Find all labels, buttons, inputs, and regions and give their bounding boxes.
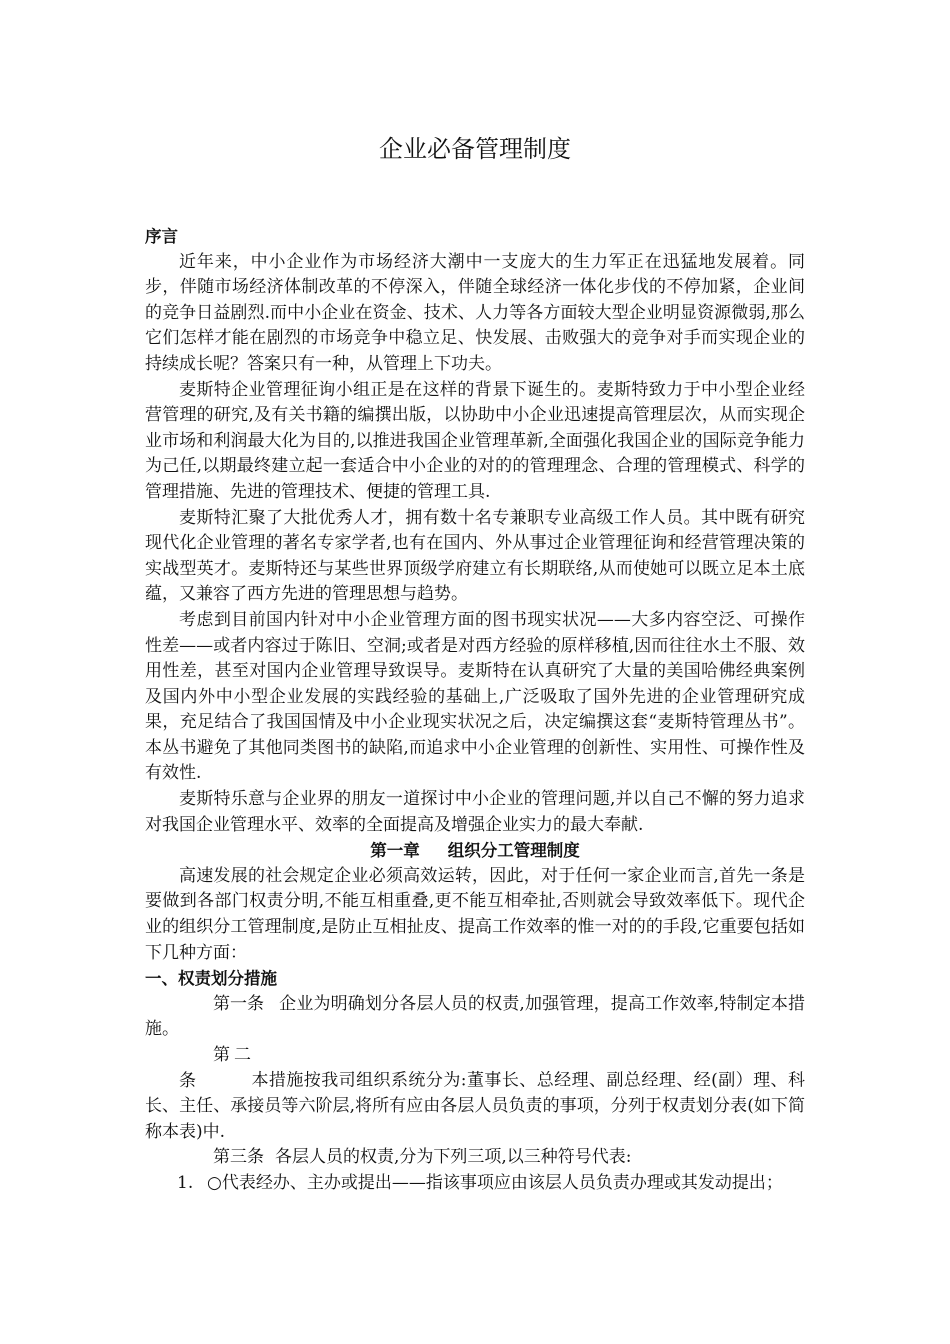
preface-paragraph-3: 麦斯特汇聚了大批优秀人才，拥有数十名专兼职专业高级工作人员。其中既有研究现代化企业管理的著名专家学者,也有在国内、外从事过企业管理征询和经营管理决策的实战型英才。麦斯特还与某些世界顶级学府建立有长期联络,从而使她可以既立足本土底蕴，又兼容了西方先进的管理思想与趋势。 xyxy=(145,507,805,605)
list-item-number: 1. xyxy=(177,1172,194,1193)
article-text: 各层人员的权责,分为下列三项,以三种符号代表: xyxy=(275,1147,632,1168)
chapter-name: 组织分工管理制度 xyxy=(447,841,580,861)
preface-paragraph-2: 麦斯特企业管理征询小组正是在这样的背景下诞生的。麦斯特致力于中小型企业经营管理的研究,及有关书籍的编撰出版，以协助中小企业迅速提高管理层次，从而实现企业市场和利润最大化为目的,以推进我国企业管理革新,全面强化我国企业的国际竞争能力为己任,以期最终建立起一套适合中小企业的对的的管理理念、合理的管理模式、科学的管理措施、先进的管理技术、便捷的管理工具. xyxy=(145,379,805,502)
chapter-number: 第一章 xyxy=(370,841,420,861)
preface-heading: 序言 xyxy=(145,227,178,246)
document-body xyxy=(145,224,805,1197)
preface-paragraph-4: 考虑到目前国内针对中小企业管理方面的图书现实状况——大多内容空泛、可操作性差——或者内容过于陈旧、空洞;或者是对西方经验的原样移植,因而往往水土不服、效用性差，甚至对国内企业管理导致误导。麦斯特在认真研究了大量的美国哈佛经典案例及国内外中小型企业发展的实践经验的基础上,广泛吸取了国外先进的企业管理研究成果，充足结合了我国国情及中小企业现实状况之后，决定编撰这套“麦斯特管理丛书”。本丛书避免了其他同类图书的缺陷,而追求中小企业管理的创新性、实用性、可操作性及有效性. xyxy=(145,609,805,784)
preface-paragraph-1: 近年来，中小企业作为市场经济大潮中一支庞大的生力军正在迅猛地发展着。同步，伴随市场经济体制改革的不停深入，伴随全球经济一体化步伐的不停加紧，企业间的竞争日益剧烈.而中小企业在资金、技术、人力等各方面较大型企业明显资源微弱,那么它们怎样才能在剧烈的市场竞争中稳立足、快发展、击败强大的竞争对手而实现企业的持续成长呢？答案只有一种，从管理上下功夫。 xyxy=(145,251,805,374)
chapter-intro: 高速发展的社会规定企业必须高效运转，因此，对于任何一家企业而言,首先一条是要做到各部门权责分明,不能互相重叠,更不能互相牵扯,否则就会导致效率低下。现代企业的组织分工管理制度,是防止互相扯皮、提高工作效率的惟一对的的手段,它重要包括如下几种方面： xyxy=(145,865,805,963)
article-label: 第一条 xyxy=(213,993,264,1014)
article-text: 本措施按我司组织系统分为:董事长、总经理、副总经理、经(副）理、科长、主任、承接员等六阶层,将所有应由各层人员负责的事项，分列于权责划分表(如下简称本表)中. xyxy=(145,1070,805,1142)
article-1 xyxy=(145,992,805,1043)
article-label: 第二条 xyxy=(179,1045,251,1091)
preface-paragraph-5: 麦斯特乐意与企业界的朋友一道探讨中小企业的管理问题,并以自己不懈的努力追求对我国企业管理水平、效率的全面提高及增强企业实力的最大奉献. xyxy=(145,789,805,835)
article-label: 第三条 xyxy=(213,1147,264,1168)
list-item-text: ○代表经办、主办或提出——指该事项应由该层人员负责办理或其发动提出； xyxy=(207,1172,783,1193)
section-heading: 一、权责划分措施 xyxy=(145,969,277,989)
chapter-heading xyxy=(145,838,805,864)
list-item xyxy=(145,1171,805,1197)
article-3 xyxy=(145,1145,805,1171)
article-text: 企业为明确划分各层人员的权责,加强管理，提高工作效率,特制定本措施。 xyxy=(145,993,805,1040)
document-title: 企业必备管理制度 xyxy=(379,135,571,163)
article-2 xyxy=(145,1043,805,1145)
